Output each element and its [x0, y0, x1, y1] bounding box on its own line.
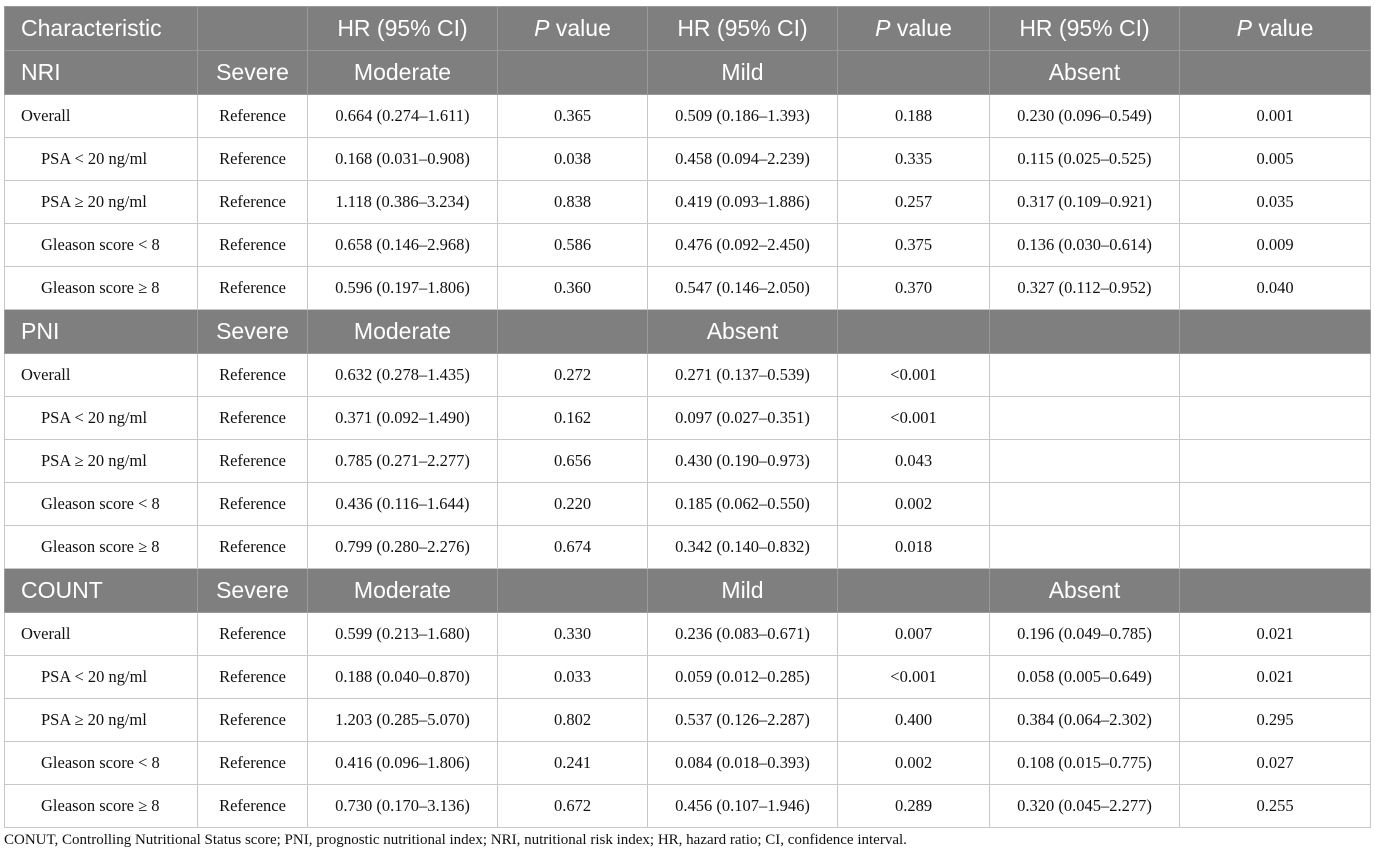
table-cell: 0.838 — [498, 181, 648, 224]
row-label: PSA < 20 ng/ml — [5, 397, 198, 440]
table-cell: 0.230 (0.096–0.549) — [990, 95, 1180, 138]
section-group-label — [498, 310, 648, 354]
section-group-label: Absent — [990, 569, 1180, 613]
table-cell: Reference — [198, 613, 308, 656]
row-label: PSA ≥ 20 ng/ml — [5, 181, 198, 224]
header-empty — [198, 7, 308, 51]
table-cell: 0.327 (0.112–0.952) — [990, 267, 1180, 310]
section-group-label: Absent — [990, 51, 1180, 95]
section-group-label: Moderate — [308, 310, 498, 354]
table-cell: 0.342 (0.140–0.832) — [648, 526, 838, 569]
table-cell: 0.547 (0.146–2.050) — [648, 267, 838, 310]
table-cell: 0.009 — [1180, 224, 1371, 267]
table-row — [5, 397, 1371, 440]
header-p-italic: P — [875, 15, 891, 41]
table-cell: 0.007 — [838, 613, 990, 656]
table-row — [5, 224, 1371, 267]
table-cell: Reference — [198, 267, 308, 310]
table-cell: Reference — [198, 742, 308, 785]
table-row — [5, 742, 1371, 785]
table-cell: 0.419 (0.093–1.886) — [648, 181, 838, 224]
row-label: Gleason score < 8 — [5, 742, 198, 785]
table-cell: 0.330 — [498, 613, 648, 656]
table-cell: Reference — [198, 181, 308, 224]
section-header-row — [5, 569, 1371, 613]
table-body — [5, 51, 1371, 828]
table-cell: 0.289 — [838, 785, 990, 828]
table-cell: 0.430 (0.190–0.973) — [648, 440, 838, 483]
section-group-label — [1180, 51, 1371, 95]
table-cell: 0.664 (0.274–1.611) — [308, 95, 498, 138]
table-cell: 0.271 (0.137–0.539) — [648, 354, 838, 397]
table-cell: Reference — [198, 354, 308, 397]
header-p-2 — [838, 7, 990, 51]
table-cell: 0.656 — [498, 440, 648, 483]
table-cell: 0.335 — [838, 138, 990, 181]
table-cell — [1180, 354, 1371, 397]
table-container — [4, 6, 1370, 828]
section-group-label — [838, 310, 990, 354]
table-cell: 0.220 — [498, 483, 648, 526]
table-cell: 0.458 (0.094–2.239) — [648, 138, 838, 181]
table-cell: <0.001 — [838, 397, 990, 440]
table-cell: 0.035 — [1180, 181, 1371, 224]
section-group-label: Severe — [198, 51, 308, 95]
table-cell: 0.436 (0.116–1.644) — [308, 483, 498, 526]
table-cell: 0.375 — [838, 224, 990, 267]
table-cell: 1.118 (0.386–3.234) — [308, 181, 498, 224]
row-label: Gleason score ≥ 8 — [5, 526, 198, 569]
header-p-rest: value — [890, 15, 952, 41]
table-cell: 0.188 (0.040–0.870) — [308, 656, 498, 699]
table-cell: Reference — [198, 224, 308, 267]
table-cell: 0.185 (0.062–0.550) — [648, 483, 838, 526]
section-group-label: Severe — [198, 569, 308, 613]
header-p-rest: value — [1251, 15, 1314, 41]
table-cell: 0.241 — [498, 742, 648, 785]
table-cell: 0.021 — [1180, 656, 1371, 699]
header-hr-2: HR (95% CI) — [648, 7, 838, 51]
table-cell: 0.658 (0.146–2.968) — [308, 224, 498, 267]
table-cell: Reference — [198, 397, 308, 440]
table-cell: 0.257 — [838, 181, 990, 224]
header-p-italic: P — [534, 15, 550, 41]
column-header-row — [5, 7, 1371, 51]
table-cell: 0.038 — [498, 138, 648, 181]
table-row — [5, 267, 1371, 310]
table-cell: 0.320 (0.045–2.277) — [990, 785, 1180, 828]
hazard-ratio-table — [4, 6, 1371, 828]
table-cell: 0.802 — [498, 699, 648, 742]
section-group-label — [1180, 310, 1371, 354]
table-row — [5, 440, 1371, 483]
table-cell: Reference — [198, 526, 308, 569]
section-group-label — [838, 569, 990, 613]
table-row — [5, 354, 1371, 397]
section-name: COUNT — [5, 569, 198, 613]
table-cell: 0.084 (0.018–0.393) — [648, 742, 838, 785]
table-cell: <0.001 — [838, 354, 990, 397]
header-p-rest: value — [549, 15, 611, 41]
section-group-label — [498, 569, 648, 613]
table-cell: 0.672 — [498, 785, 648, 828]
row-label: Gleason score ≥ 8 — [5, 785, 198, 828]
header-p-3 — [1180, 7, 1371, 51]
table-cell: 0.236 (0.083–0.671) — [648, 613, 838, 656]
table-cell: 0.136 (0.030–0.614) — [990, 224, 1180, 267]
header-p-1 — [498, 7, 648, 51]
table-cell: 0.456 (0.107–1.946) — [648, 785, 838, 828]
table-cell: Reference — [198, 440, 308, 483]
table-cell: 0.416 (0.096–1.806) — [308, 742, 498, 785]
section-group-label: Mild — [648, 569, 838, 613]
table-row — [5, 483, 1371, 526]
table-cell: 0.599 (0.213–1.680) — [308, 613, 498, 656]
row-label: Overall — [5, 613, 198, 656]
table-cell: 0.730 (0.170–3.136) — [308, 785, 498, 828]
table-cell: Reference — [198, 138, 308, 181]
row-label: Gleason score ≥ 8 — [5, 267, 198, 310]
table-cell: 0.476 (0.092–2.450) — [648, 224, 838, 267]
table-cell: 0.255 — [1180, 785, 1371, 828]
table-cell: 0.021 — [1180, 613, 1371, 656]
table-cell — [990, 526, 1180, 569]
table-row — [5, 699, 1371, 742]
table-cell — [1180, 440, 1371, 483]
row-label: Gleason score < 8 — [5, 483, 198, 526]
table-cell: 0.632 (0.278–1.435) — [308, 354, 498, 397]
table-cell: 0.674 — [498, 526, 648, 569]
table-cell: 0.317 (0.109–0.921) — [990, 181, 1180, 224]
table-cell: 0.537 (0.126–2.287) — [648, 699, 838, 742]
table-cell — [1180, 483, 1371, 526]
table-cell: 0.033 — [498, 656, 648, 699]
header-hr-1: HR (95% CI) — [308, 7, 498, 51]
section-group-label: Severe — [198, 310, 308, 354]
table-row — [5, 181, 1371, 224]
table-cell: Reference — [198, 95, 308, 138]
table-cell: 0.509 (0.186–1.393) — [648, 95, 838, 138]
table-cell: 0.370 — [838, 267, 990, 310]
table-cell: 0.058 (0.005–0.649) — [990, 656, 1180, 699]
row-label: Overall — [5, 354, 198, 397]
table-cell: 0.059 (0.012–0.285) — [648, 656, 838, 699]
section-group-label: Mild — [648, 51, 838, 95]
table-cell: 0.196 (0.049–0.785) — [990, 613, 1180, 656]
table-cell: 0.188 — [838, 95, 990, 138]
section-group-label: Moderate — [308, 51, 498, 95]
table-cell: Reference — [198, 483, 308, 526]
section-header-row — [5, 51, 1371, 95]
section-group-label: Absent — [648, 310, 838, 354]
table-cell: 0.005 — [1180, 138, 1371, 181]
table-cell: 0.272 — [498, 354, 648, 397]
header-characteristic: Characteristic — [5, 7, 198, 51]
row-label: PSA ≥ 20 ng/ml — [5, 440, 198, 483]
table-row — [5, 95, 1371, 138]
table-cell: 0.108 (0.015–0.775) — [990, 742, 1180, 785]
table-cell: 0.097 (0.027–0.351) — [648, 397, 838, 440]
table-row — [5, 785, 1371, 828]
table-cell: 0.785 (0.271–2.277) — [308, 440, 498, 483]
table-cell: <0.001 — [838, 656, 990, 699]
section-group-label — [498, 51, 648, 95]
table-cell: 0.384 (0.064–2.302) — [990, 699, 1180, 742]
section-name: PNI — [5, 310, 198, 354]
row-label: Gleason score < 8 — [5, 224, 198, 267]
table-cell: 0.295 — [1180, 699, 1371, 742]
table-cell: 0.040 — [1180, 267, 1371, 310]
table-cell: 0.043 — [838, 440, 990, 483]
header-p-italic: P — [1236, 15, 1252, 41]
table-row — [5, 526, 1371, 569]
table-cell — [990, 483, 1180, 526]
table-cell: 0.002 — [838, 483, 990, 526]
table-row — [5, 138, 1371, 181]
table-cell — [1180, 526, 1371, 569]
table-cell: 0.596 (0.197–1.806) — [308, 267, 498, 310]
table-cell: 0.002 — [838, 742, 990, 785]
table-cell: 1.203 (0.285–5.070) — [308, 699, 498, 742]
table-cell: 0.001 — [1180, 95, 1371, 138]
table-footnote: CONUT, Controlling Nutritional Status score; PNI, prognostic nutritional index; NRI, nutritional risk index; HR, hazard ratio; CI, confidence interval. — [4, 832, 907, 848]
row-label: PSA < 20 ng/ml — [5, 138, 198, 181]
table-cell — [990, 440, 1180, 483]
table-cell: 0.586 — [498, 224, 648, 267]
table-cell: 0.162 — [498, 397, 648, 440]
table-row — [5, 656, 1371, 699]
table-cell: Reference — [198, 656, 308, 699]
table-cell: 0.027 — [1180, 742, 1371, 785]
table-cell: 0.168 (0.031–0.908) — [308, 138, 498, 181]
table-cell: 0.018 — [838, 526, 990, 569]
table-row — [5, 613, 1371, 656]
table-cell: 0.115 (0.025–0.525) — [990, 138, 1180, 181]
table-cell — [1180, 397, 1371, 440]
table-head — [5, 7, 1371, 51]
section-group-label — [1180, 569, 1371, 613]
table-cell: Reference — [198, 699, 308, 742]
section-group-label: Moderate — [308, 569, 498, 613]
table-cell — [990, 354, 1180, 397]
row-label: PSA ≥ 20 ng/ml — [5, 699, 198, 742]
table-cell: Reference — [198, 785, 308, 828]
row-label: PSA < 20 ng/ml — [5, 656, 198, 699]
table-cell — [990, 397, 1180, 440]
header-hr-3: HR (95% CI) — [990, 7, 1180, 51]
section-header-row — [5, 310, 1371, 354]
table-cell: 0.360 — [498, 267, 648, 310]
section-group-label — [838, 51, 990, 95]
section-group-label — [990, 310, 1180, 354]
row-label: Overall — [5, 95, 198, 138]
table-cell: 0.371 (0.092–1.490) — [308, 397, 498, 440]
section-name: NRI — [5, 51, 198, 95]
table-cell: 0.365 — [498, 95, 648, 138]
table-cell: 0.400 — [838, 699, 990, 742]
table-cell: 0.799 (0.280–2.276) — [308, 526, 498, 569]
